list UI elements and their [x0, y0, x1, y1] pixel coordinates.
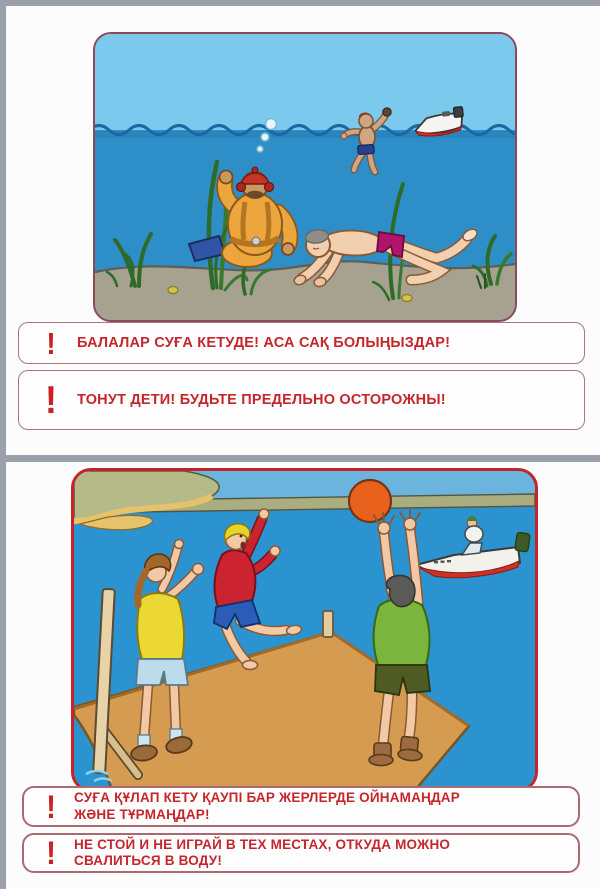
ball: [349, 480, 391, 522]
pier-post: [323, 611, 333, 637]
exclamation-icon: !: [46, 325, 56, 361]
underwater-scene-illustration: [95, 34, 515, 320]
warning-text-kk-1: БАЛАЛАР СУҒА КЕТУДЕ! АСА САҚ БОЛЫҢЫЗДАР!: [77, 335, 451, 351]
warning-box-ru-2: [22, 833, 580, 873]
diver-hand: [220, 171, 233, 184]
figure-pier-scene: [71, 468, 538, 792]
figure-underwater-scene: [93, 32, 517, 322]
warning-box-kk-2: [22, 786, 580, 827]
warning-text-ru-1: ТОНУТ ДЕТИ! БУДЬТЕ ПРЕДЕЛЬНО ОСТОРОЖНЫ!: [77, 392, 446, 408]
exclamation-icon: !: [46, 835, 56, 871]
warning-box-kk-1: [18, 322, 585, 364]
red-shirt: [215, 550, 256, 607]
warning-text-ru-2: НЕ СТОЙ И НЕ ИГРАЙ В ТЕХ МЕСТАХ, ОТКУДА МОЖНО СВАЛИТЬСЯ В ВОДУ!: [74, 836, 451, 868]
exclamation-icon: !: [46, 788, 56, 825]
diver-hand: [282, 243, 294, 255]
exclamation-icon: !: [45, 378, 57, 422]
shell: [168, 287, 178, 294]
yellow-shirt: [137, 593, 184, 659]
pier-scene-illustration: [74, 471, 535, 789]
blue-shorts: [136, 659, 188, 685]
warning-text-kk-2: СУҒА ҚҰЛАП КЕТУ ҚАУПІ БАР ЖЕРЛЕРДЕ ОЙНАМАҢДАР ЖӘНЕ ТҰРМАҢДАР!: [74, 790, 460, 822]
shell: [402, 295, 412, 302]
warning-box-ru-1: [18, 370, 585, 430]
green-shirt: [374, 599, 430, 665]
outboard-motor: [515, 532, 530, 552]
slide-separator: [0, 455, 600, 462]
